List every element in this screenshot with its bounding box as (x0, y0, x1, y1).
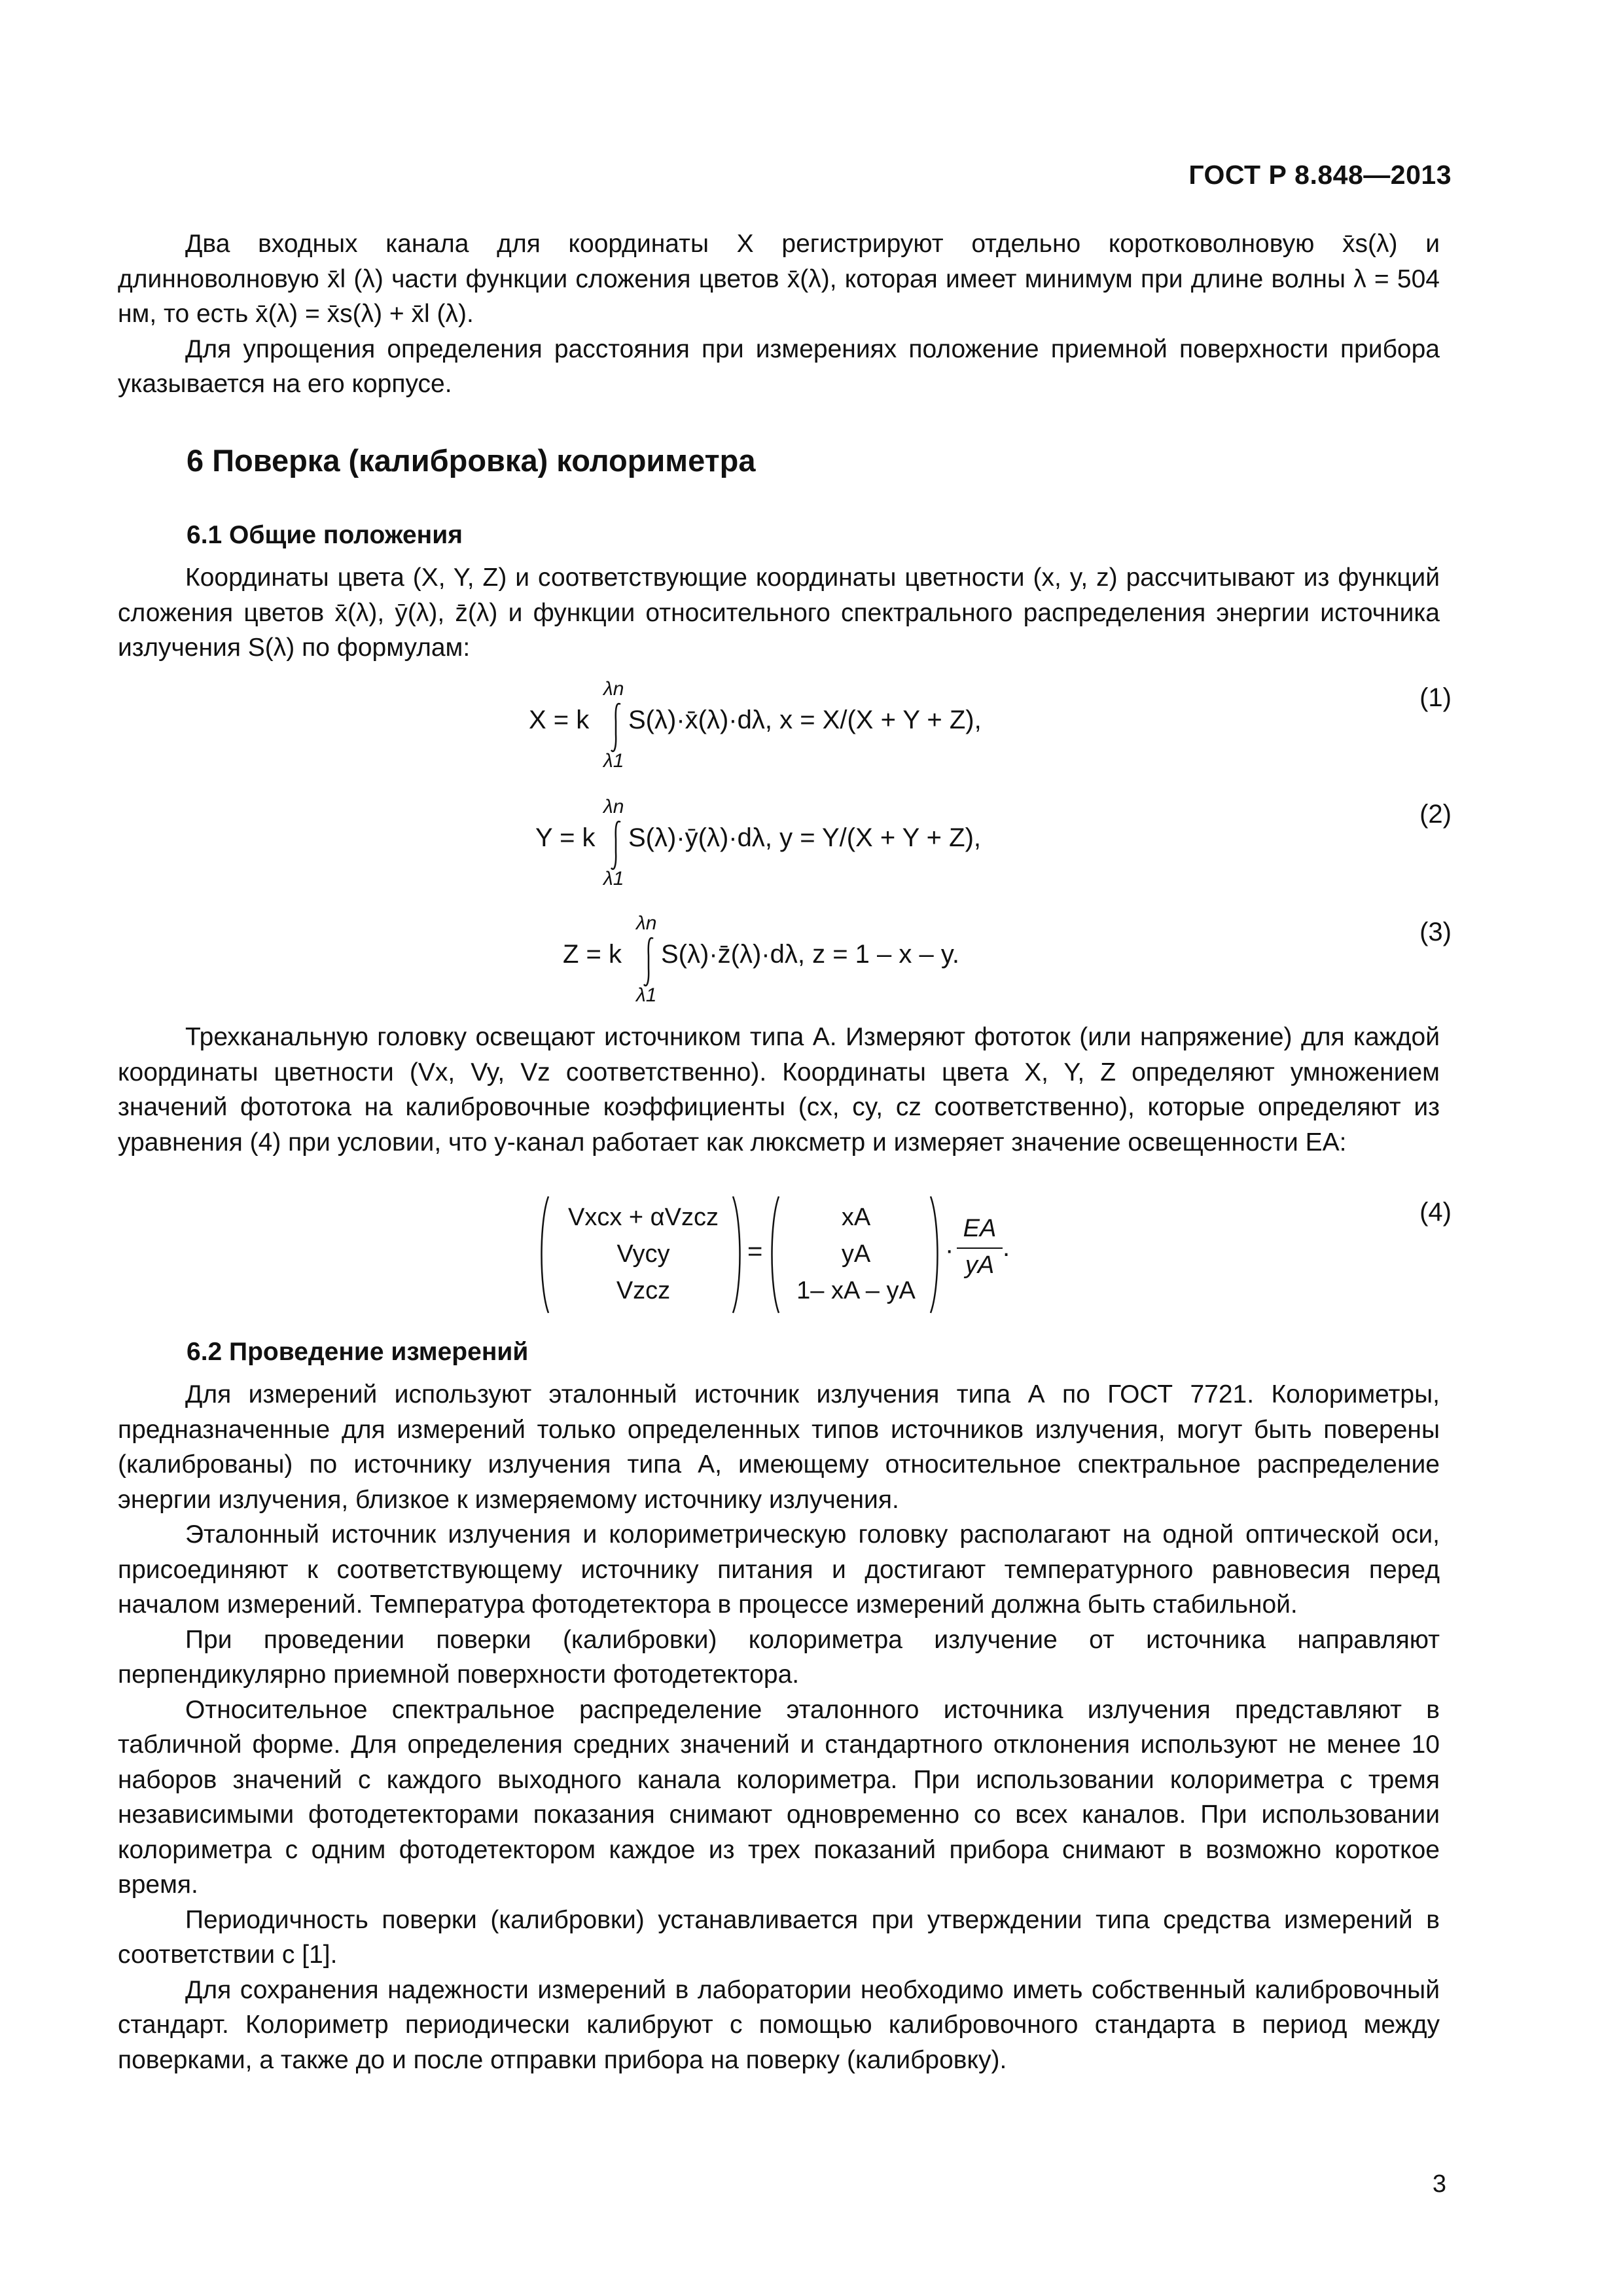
section-6-2-paragraph-2: Эталонный источник излучения и колориметрическую головку располагают на одной оптической оси, присоединяют к соответствующему источнику питания и достигают температурного равновесия перед началом измерений. Температура фотодетектора в процессе измерений должна быть стабильной. (118, 1520, 1440, 1619)
equation-3-upper-limit: λn (636, 912, 657, 934)
equation-3-number: (3) (1419, 918, 1452, 946)
fraction-numerator: EA (963, 1215, 997, 1242)
matrix-right-row-1: xA (841, 1204, 871, 1231)
equation-2-body: S(λ)·ȳ(λ)·dλ, y = Y/(X + Y + Z), (628, 823, 982, 852)
left-paren-icon (537, 1195, 550, 1314)
matrix-right-row-3: 1– xA – yA (796, 1277, 916, 1304)
equation-4-period: . (1003, 1233, 1010, 1262)
matrix-left-row-2: Vycy (616, 1240, 670, 1268)
section-6-2-paragraph-5: Периодичность поверки (калибровки) устанавливается при утверждении типа средства измерений в соответствии с [1]. (118, 1905, 1440, 1969)
equation-3-lhs: Z = k (563, 940, 622, 969)
fraction-bar (957, 1247, 1003, 1249)
section-6-2-paragraph-1: Для измерений используют эталонный источник излучения типа А по ГОСТ 7721. Колориметры, предназначенные для измерений только определенных типов источников излучения, могут быть поверены (калиброваны) по источнику излучения типа А, имеющему относительное спектральное распределение энергии излучения, близкое к измеряемому источнику излучения. (118, 1380, 1440, 1514)
page-number: 3 (1432, 2170, 1446, 2198)
integral-sign-icon (609, 702, 624, 754)
matrix-right-row-2: yA (841, 1240, 871, 1268)
equation-1-lhs: X = k (529, 706, 590, 734)
right-paren-icon (732, 1195, 745, 1314)
equation-1-lower-limit: λ1 (603, 750, 624, 772)
equation-1-body: S(λ)·x̄(λ)·dλ, x = X/(X + Y + Z), (628, 706, 982, 734)
equation-2-lower-limit: λ1 (603, 868, 624, 889)
section-6-1-paragraph-1: Координаты цвета (X, Y, Z) и соответствующие координаты цветности (x, y, z) рассчитывают из функций сложения цветов x̄(λ), ȳ(λ), z̄(λ) и функции относительного спектрального распределения энергии источника излучения S(λ) по формулам: (118, 564, 1440, 662)
section-6-2-title: 6.2 Проведение измерений (187, 1338, 529, 1366)
equation-2-lhs: Y = k (535, 823, 596, 852)
equation-4-number: (4) (1419, 1198, 1452, 1227)
intro-paragraph-1: Два входных канала для координаты X регистрируют отдельно коротковолновую x̄s(λ) и длинноволновую x̄l (λ) части функции сложения цветов x̄(λ), которая имеет минимум при длине волны λ = 504 нм, то есть x̄(λ) = x̄s(λ) + x̄l (λ). (118, 230, 1440, 328)
equation-2-upper-limit: λn (603, 796, 624, 817)
equation-1-upper-limit: λn (603, 678, 624, 700)
multiply-dot: · (945, 1236, 954, 1265)
section-6-title: 6 Поверка (калибровка) колориметра (187, 443, 756, 478)
intro-block (118, 226, 1440, 402)
matrix-left-row-1: Vxcx + αVzcz (568, 1204, 719, 1231)
equation-1-number: (1) (1419, 683, 1452, 712)
document-id-header: ГОСТ Р 8.848—2013 (1188, 160, 1452, 190)
section-6-2-paragraph-6: Для сохранения надежности измерений в лаборатории необходимо иметь собственный калибровочный стандарт. Колориметр периодически калибруют с помощью калибровочного стандарта в период между поверками, а также до и после отправки прибора на поверку (калибровку). (118, 1975, 1440, 2074)
section-6-2-paragraph-3: При проведении поверки (калибровки) колориметра излучение от источника направляют перпендикулярно приемной поверхности фотодетектора. (118, 1625, 1440, 1689)
right-paren-icon (929, 1195, 942, 1314)
matrix-right-column (777, 1199, 935, 1309)
section-6-1-intro (118, 560, 1440, 666)
intro-paragraph-2: Для упрощения определения расстояния при измерениях положение приемной поверхности прибора указывается на его корпусе. (118, 334, 1440, 398)
equals-sign: = (747, 1237, 763, 1266)
matrix-left-row-3: Vzcz (616, 1277, 671, 1304)
equation-2-number: (2) (1419, 800, 1452, 829)
integral-sign-icon (641, 936, 657, 988)
equation-3-body: S(λ)·z̄(λ)·dλ, z = 1 – x – y. (661, 940, 959, 969)
section-6-2-body (118, 1377, 1440, 2077)
matrix-left-column (548, 1199, 738, 1309)
fraction-denominator: yA (965, 1251, 995, 1279)
equation-3-lower-limit: λ1 (636, 984, 657, 1006)
section-6-1-paragraph-2: Трехканальную головку освещают источником типа А. Измеряют фототок (или напряжение) для каждой координаты цветности (Vx, Vy, Vz соответственно). Координаты цвета X, Y, Z определяют умножением значений фототока на калибровочные коэффициенты (cx, cy, cz соответственно), которые определяют из уравнения (4) при условии, что y-канал работает как люксметр и измеряет значение освещенности EA: (118, 1023, 1440, 1157)
section-6-2-paragraph-4: Относительное спектральное распределение эталонного источника излучения представляют в табличной форме. Для определения средних значений и стандартного отклонения используют не менее 10 наборов значений с каждого выходного канала колориметра. При использовании колориметра с тремя независимыми фотодетекторами показания снимают одновременно со всех каналов. При использовании колориметра с одним фотодетектором каждое из трех показаний прибора снимают в возможно короткое время. (118, 1695, 1440, 1899)
integral-sign-icon (609, 819, 624, 872)
section-6-1-title: 6.1 Общие положения (187, 521, 463, 549)
section-6-1-text-2 (118, 1020, 1440, 1160)
